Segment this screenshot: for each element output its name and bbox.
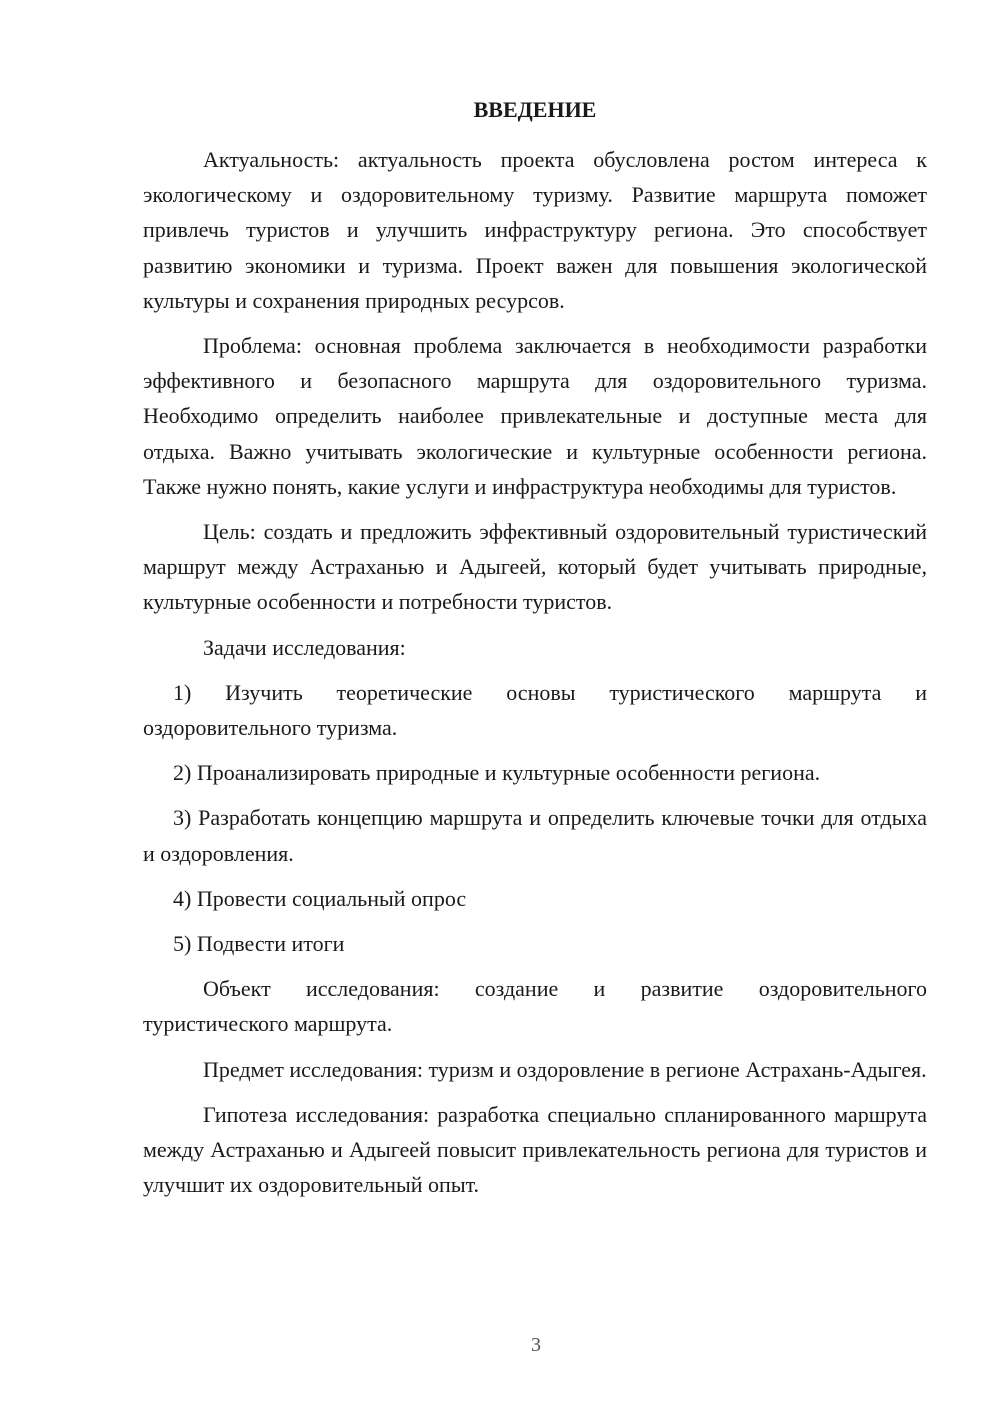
problem-paragraph: Проблема: основная проблема заключается в необходимости разработки эффективного и безопасного маршрута для оздоровительного туризма. Необходимо определить наиболее привлекательные и доступные места для отдыха. Важно учитывать экологические и культурные особенности региона. Также нужно понять, какие услуги и инфраструктура необходимы для туристов. [143,333,927,499]
page-number: 3 [531,1334,541,1356]
hypothesis-paragraph: Гипотеза исследования: разработка специально спланированного маршрута между Астраханью и Адыгеей повысит привлекательность региона для туристов и улучшит их оздоровительный опыт. [143,1101,927,1198]
section-heading: ВВЕДЕНИЕ [473,97,597,122]
task-item: 4) Провести социальный опрос [173,885,467,911]
relevance-paragraph: Актуальность: актуальность проекта обусловлена ростом интереса к экологическому и оздоровительному туризму. Развитие маршрута поможет привлечь туристов и улучшить инфраструктуру региона. Это способствует развитию экономики и туризма. Проект важен для повышения экологической культуры и сохранения природных ресурсов. [143,147,927,313]
page-content [143,92,927,1212]
tasks-title: Задачи исследования: [203,634,406,660]
task-item: 1) Изучить теоретические основы туристического маршрута и оздоровительного туризма. [143,679,927,741]
task-item: 3) Разработать концепцию маршрута и определить ключевые точки для отдыха и оздоровления. [143,805,927,866]
subject-paragraph: Предмет исследования: туризм и оздоровление в регионе Астрахань-Адыгея. [203,1056,927,1082]
goal-paragraph: Цель: создать и предложить эффективный оздоровительный туристический маршрут между Астраханью и Адыгеей, который будет учитывать природные, культурные особенности и потребности туристов. [143,519,927,615]
task-item: 5) Подвести итоги [173,931,345,957]
task-item: 2) Проанализировать природные и культурные особенности региона. [173,760,821,786]
object-paragraph: Объект исследования: создание и развитие оздоровительного туристического маршрута. [143,976,927,1037]
